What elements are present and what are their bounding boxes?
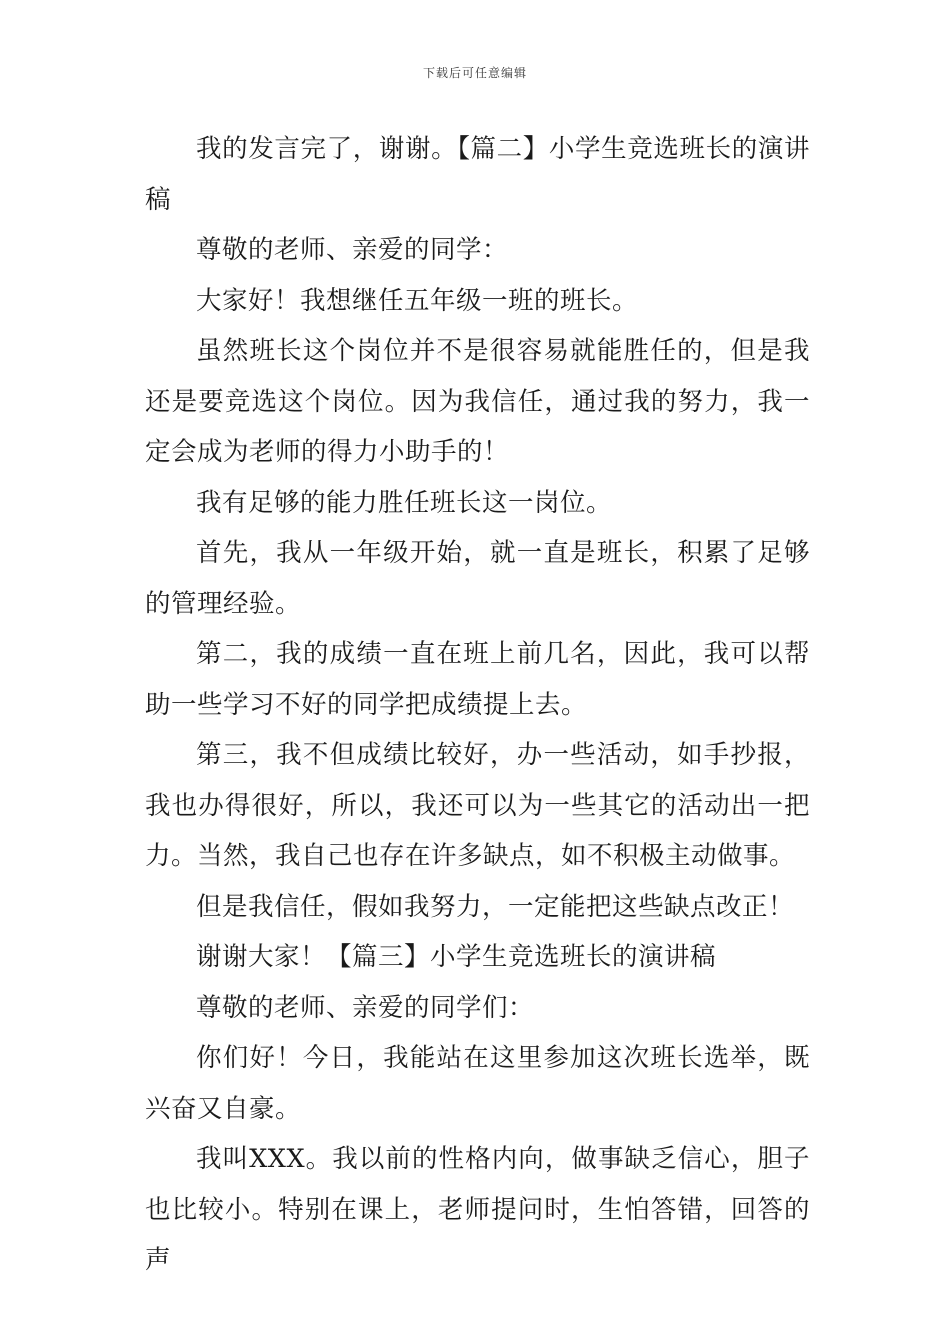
paragraph: 你们好！今日，我能站在这里参加这次班长选举，既兴奋又自豪。	[145, 1043, 810, 1124]
paragraph: 首先，我从一年级开始，就一直是班长，积累了足够的管理经验。	[145, 538, 810, 619]
paragraph: 大家好！我想继任五年级一班的班长。	[196, 285, 639, 316]
paragraph: 第三，我不但成绩比较好，办一些活动，如手抄报，我也办得很好，所以，我还可以为一些其它的活动出一把力。当然，我自己也存在许多缺点，如不积极主动做事。	[145, 740, 810, 871]
paragraph: 我有足够的能力胜任班长这一岗位。	[196, 487, 613, 518]
paragraph: 我叫XXX。我以前的性格内向，做事缺乏信心，胆子也比较小。特别在课上，老师提问时，生怕答错，回答的声	[145, 1144, 810, 1275]
paragraph: 尊敬的老师、亲爱的同学：	[196, 235, 509, 265]
page-header: 下载后可任意编辑	[422, 66, 527, 80]
paragraph: 第二，我的成绩一直在班上前几名，因此，我可以帮助一些学习不好的同学把成绩提上去。	[145, 639, 810, 720]
paragraph: 但是我信任，假如我努力，一定能把这些缺点改正！	[196, 891, 795, 922]
document-body	[145, 124, 810, 1286]
paragraph: 谢谢大家！【篇三】小学生竞选班长的演讲稿	[196, 942, 717, 972]
paragraph: 虽然班长这个岗位并不是很容易就能胜任的，但是我还是要竞选这个岗位。因为我信任，通过我的努力，我一定会成为老师的得力小助手的！	[145, 336, 810, 467]
paragraph: 我的发言完了，谢谢。【篇二】小学生竞选班长的演讲稿	[145, 134, 810, 215]
paragraph: 尊敬的老师、亲爱的同学们：	[196, 992, 535, 1023]
